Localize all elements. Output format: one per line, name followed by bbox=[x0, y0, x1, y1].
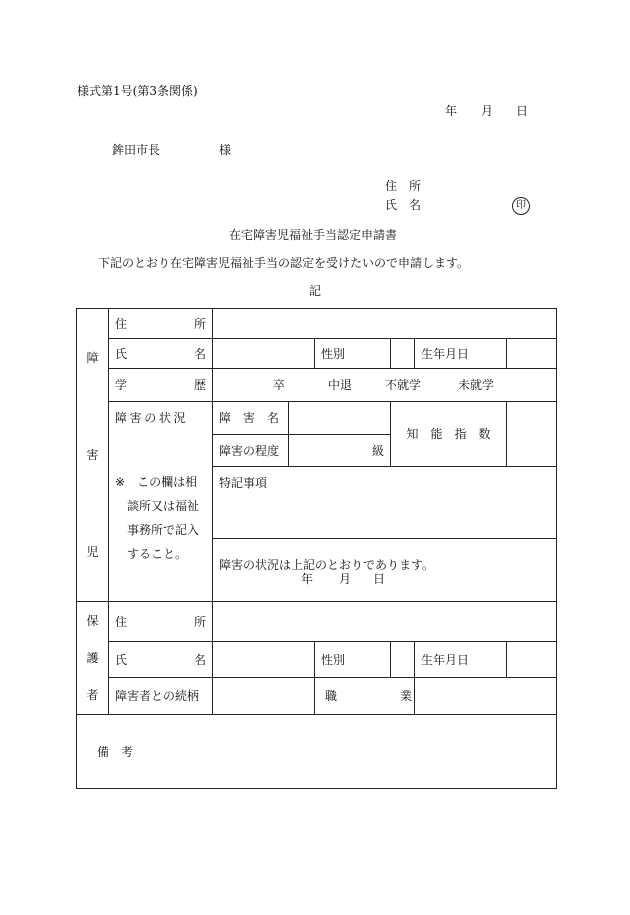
relationship-field[interactable] bbox=[213, 677, 315, 714]
section-guardian-char-1: 保 bbox=[86, 613, 99, 628]
addressee-mayor: 鉾田市長 bbox=[112, 143, 161, 157]
occupation-label: 職 業 bbox=[315, 677, 415, 714]
special-notes-field[interactable] bbox=[213, 467, 557, 539]
section-child-char-1: 障 bbox=[86, 350, 99, 365]
child-birthdate-field[interactable] bbox=[507, 339, 557, 369]
date-year-label: 年 bbox=[445, 104, 458, 118]
cert-month-label: 月 bbox=[339, 572, 352, 586]
education-options bbox=[213, 369, 557, 402]
guardian-birthdate-field[interactable] bbox=[507, 642, 557, 677]
intro-text: 下記のとおり在宅障害児福祉手当の認定を受けたいので申請します。 bbox=[98, 256, 470, 270]
intelligence-field[interactable] bbox=[507, 402, 557, 467]
guardian-gender-field[interactable] bbox=[391, 642, 415, 677]
ki-heading: 記 bbox=[309, 284, 322, 298]
applicant-address-label: 住 所 bbox=[385, 179, 422, 193]
guardian-address-label: 住 所 bbox=[109, 602, 213, 642]
guardian-address-field[interactable] bbox=[213, 602, 557, 642]
disability-name-field[interactable] bbox=[289, 402, 391, 435]
section-child-char-2: 害 bbox=[86, 447, 99, 462]
remarks-label: 備 考 bbox=[97, 744, 134, 759]
guardian-gender-label: 性別 bbox=[315, 642, 391, 677]
education-option-dropout[interactable]: 中退 bbox=[328, 378, 353, 392]
section-guardian bbox=[77, 602, 109, 715]
remarks-field[interactable] bbox=[77, 715, 557, 789]
child-birthdate-label: 生年月日 bbox=[415, 339, 507, 369]
occupation-field[interactable] bbox=[415, 677, 557, 714]
special-notes-label: 特記事項 bbox=[219, 476, 268, 490]
document-title: 在宅障害児福祉手当認定申請書 bbox=[229, 228, 398, 242]
disability-degree-label: 障害の程度 bbox=[213, 435, 289, 467]
education-label: 学 歴 bbox=[109, 369, 213, 402]
certification-cell bbox=[213, 539, 557, 602]
intelligence-label: 知 能 指 数 bbox=[391, 402, 507, 467]
section-child-char-3: 児 bbox=[86, 545, 99, 560]
seal-mark: 印 bbox=[512, 197, 530, 215]
section-guardian-char-3: 者 bbox=[86, 688, 99, 703]
grade-label: 級 bbox=[371, 443, 384, 458]
disability-grade-field[interactable] bbox=[289, 435, 391, 467]
cert-day-label: 日 bbox=[373, 572, 386, 586]
date-day-label: 日 bbox=[516, 104, 529, 118]
date-month-label: 月 bbox=[481, 104, 494, 118]
applicant-name-label: 氏 名 bbox=[385, 198, 422, 212]
guardian-birthdate-label: 生年月日 bbox=[415, 642, 507, 677]
education-option-not-attending[interactable]: 不就学 bbox=[385, 378, 422, 392]
note-instructions: ※ この欄は相 談所又は福祉 事務所で記入 すること。 bbox=[115, 475, 200, 561]
form-number: 様式第1号(第3条関係) bbox=[77, 84, 198, 98]
addressee-sama: 様 bbox=[219, 143, 232, 157]
child-address-label: 住 所 bbox=[109, 309, 213, 339]
child-name-field[interactable] bbox=[213, 339, 315, 369]
cert-year-label: 年 bbox=[301, 572, 314, 586]
child-gender-field[interactable] bbox=[391, 339, 415, 369]
guardian-name-field[interactable] bbox=[213, 642, 315, 677]
disability-name-label: 障 害 名 bbox=[213, 402, 289, 435]
education-option-preschool[interactable]: 未就学 bbox=[458, 378, 495, 392]
child-gender-label: 性別 bbox=[315, 339, 391, 369]
section-child bbox=[77, 309, 109, 602]
certification-text: 障害の状況は上記のとおりであります。 bbox=[219, 558, 435, 572]
disability-status-cell bbox=[109, 402, 213, 602]
section-guardian-char-2: 護 bbox=[86, 650, 99, 665]
disability-status-label: 障害の状況 bbox=[115, 411, 189, 425]
application-form-table bbox=[76, 308, 557, 789]
guardian-name-label: 氏 名 bbox=[109, 642, 213, 677]
education-option-graduated[interactable]: 卒 bbox=[273, 378, 286, 392]
child-address-field[interactable] bbox=[213, 309, 557, 339]
relationship-label: 障害者との続柄 bbox=[109, 677, 213, 714]
child-name-label: 氏 名 bbox=[109, 339, 213, 369]
